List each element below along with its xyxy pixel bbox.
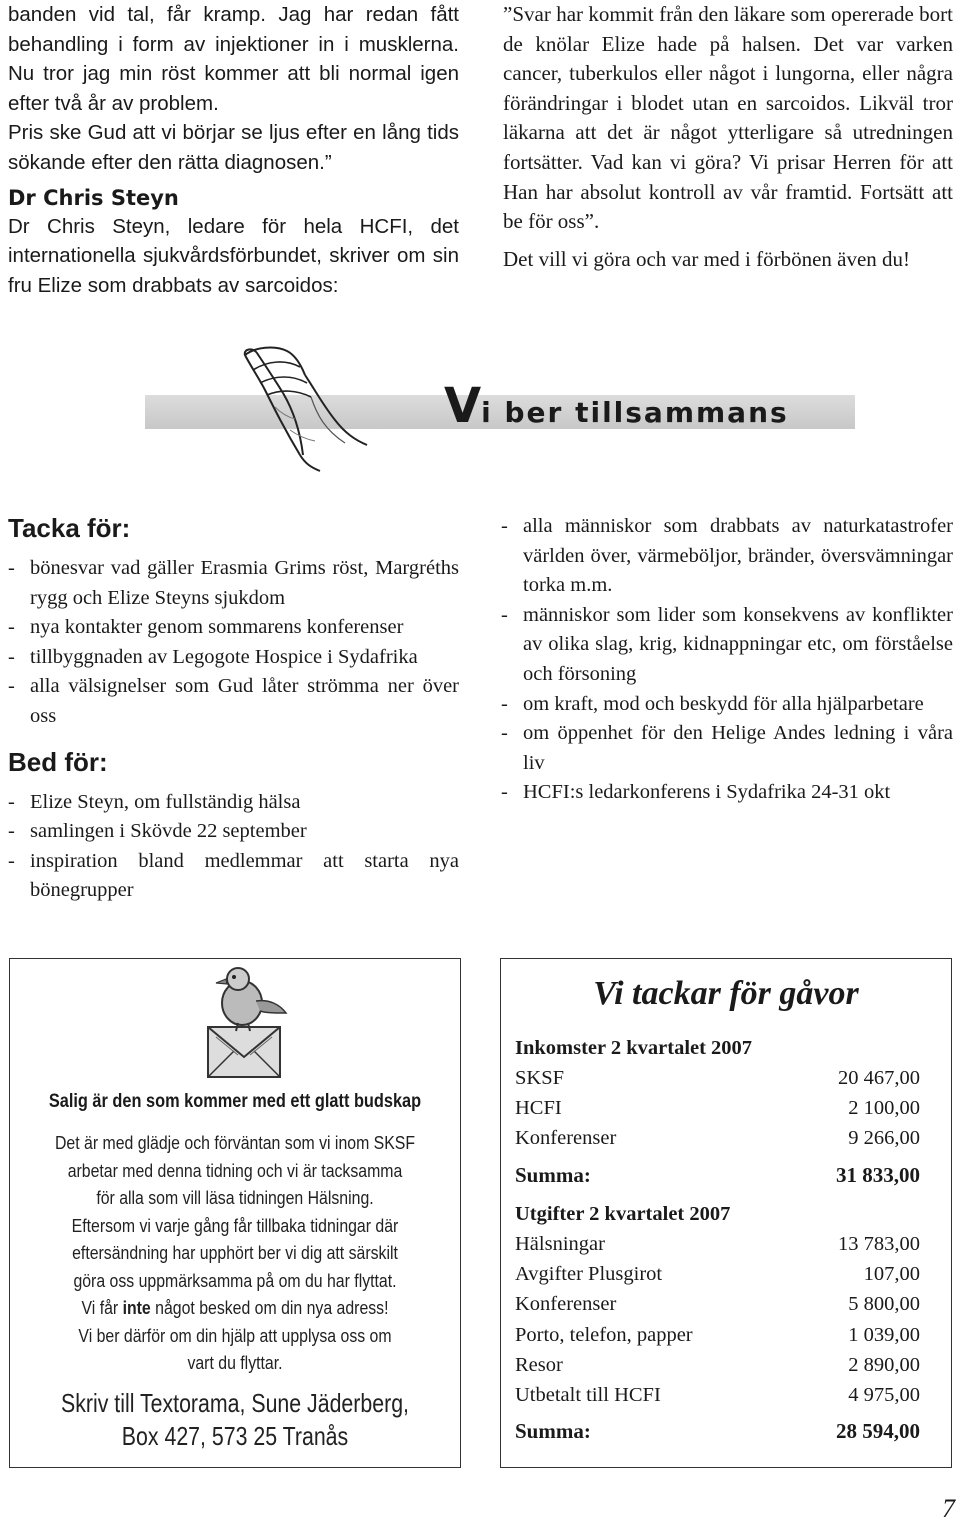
list-item: - nya kontakter genom sommarens konferenser [8,613,459,643]
notice-line: Vi ber därför om din hjälp att upplysa oss om [78,1325,392,1346]
list-item: - Elize Steyn, om fullständig hälsa [8,788,459,818]
quote-paragraph: ”Svar har kommit från den läkare som opererade bort de knölar Elize hade på halsen. Det var varken cancer, tuberkulos eller något i lungorna, eller några förändringar i blodet utan en sarcoidos. Likväl tror läkarna att det är något ytterligare så utredningen fortsätter. Vad kan vi göra? Vi prisar Herren för att Han har absolut kontroll av vår framtid. Fortsätt att be för oss”. [503,2,953,234]
table-row: Konferenser 9 266,00 [515,1127,920,1150]
table-row: Porto, telefon, papper 1 039,00 [515,1323,920,1346]
table-row: HCFI 2 100,00 [515,1097,920,1120]
notice-line: för alla som vill läsa tidningen Hälsning. [96,1188,374,1208]
bird-with-envelope-icon [190,965,300,1083]
table-row: Konferenser 5 800,00 [515,1293,920,1316]
income-sum-row: Summa: 31 833,00 [515,1162,920,1187]
notice-line: eftersändning har upphört ber vi dig att särskilt [72,1243,398,1263]
donations-title: Vi tackar för gåvor [593,975,859,1012]
notice-line: göra oss uppmärksamma på om du har flyttat. [73,1270,397,1291]
thanks-heading: Tacka för: [8,513,131,543]
notice-line: Det är med glädje och förväntan som vi inom SKSF [54,1133,416,1153]
intro-paragraph: banden vid tal, får kramp. Jag har redan fått behandling i form av injektioner in i musklerna. Nu tror jag min röst kommer att bli normal igen efter två år av problem. [8,3,459,115]
praise-paragraph: Pris ske Gud att vi börjar se ljus efter en lång tids sökande efter den rätta diagnosen.” [8,121,459,174]
table-row: Utbetalt till HCFI 4 975,00 [515,1383,920,1406]
income-heading: Inkomster 2 kvartalet 2007 [515,1037,753,1059]
list-item: - alla välsignelser som Gud låter strömma ner över oss [8,672,459,731]
author-paragraph: Dr Chris Steyn, ledare för hela HCFI, det internationella sjukvårdsförbundet, skriver om sin fru Elize som drabbats av sarcoidos: [8,214,459,297]
call-to-prayer-paragraph: Det vill vi göra och var med i förbönen även du! [503,246,911,271]
list-item: - tillbyggnaden av Legogote Hospice i Sydafrika [8,643,459,673]
pray-heading: Bed för: [8,746,108,777]
notice-line: vart du flyttar. [187,1353,283,1373]
list-item: - alla människor som drabbats av naturkatastrofer världen över, värmeböljor, bränder, översvämningar torka m.m. [501,512,953,601]
right-column-top [503,0,953,274]
pray-list-left [8,788,459,906]
author-heading: Dr Chris Steyn [8,185,179,210]
table-row: Hälsningar 13 783,00 [515,1233,920,1255]
thanks-list [8,554,459,732]
address-notice-box [9,958,461,1468]
list-item: - HCFI:s ledarkonferens i Sydafrika 24-31 okt [501,778,953,808]
list-item: - bönesvar vad gäller Erasmia Grims röst, Margréths rygg och Elize Steyns sjukdom [8,554,459,613]
address-line: Box 427, 573 25 Tranås [121,1421,349,1451]
prayer-left-column [8,512,459,906]
list-item: - människor som lider som konsekvens av konflikter av olika slag, krig, kidnappningar etc, om förståelse och försoning [501,601,953,690]
address-line: Skriv till Textorama, Sune Jäderberg, [60,1388,409,1418]
expense-sum-row: Summa: 28 594,00 [515,1419,920,1444]
notice-heading: Salig är den som kommer med ett glatt budskap [48,1091,422,1112]
notice-address [51,1387,420,1453]
list-item: - samlingen i Skövde 22 september [8,817,459,847]
praying-hands-icon [205,335,375,475]
emphasis-inte: inte [122,1298,151,1318]
income-section [515,1033,920,1190]
notice-line: Eftersom vi varje gång får tillbaka tidningar där [71,1215,399,1236]
page-number: 7 [942,1494,955,1523]
list-item: - om kraft, mod och beskydd för alla hjälparbetare [501,690,953,720]
left-column-top [8,0,459,300]
notice-line: Vi får inte något besked om din nya adress! [81,1298,389,1318]
prayer-right-column [501,512,953,808]
banner-title [444,378,844,434]
table-row: Avgifter Plusgirot 107,00 [515,1263,920,1286]
list-item: - om öppenhet för den Helige Andes ledning i våra liv [501,719,953,778]
banner-title-rest: i ber tillsammans [481,396,789,429]
list-item: - inspiration bland medlemmar att starta nya bönegrupper [8,847,459,906]
notice-line: arbetar med denna tidning och vi är tacksamma [67,1160,403,1181]
table-row: SKSF 20 467,00 [515,1067,920,1089]
expense-heading: Utgifter 2 kvartalet 2007 [515,1203,731,1225]
pray-list-right [501,512,953,808]
notice-text [37,1130,433,1378]
donations-box [500,958,952,1468]
expense-section [515,1199,920,1446]
table-row: Resor 2 890,00 [515,1353,920,1376]
banner-title-initial: V [444,378,482,434]
